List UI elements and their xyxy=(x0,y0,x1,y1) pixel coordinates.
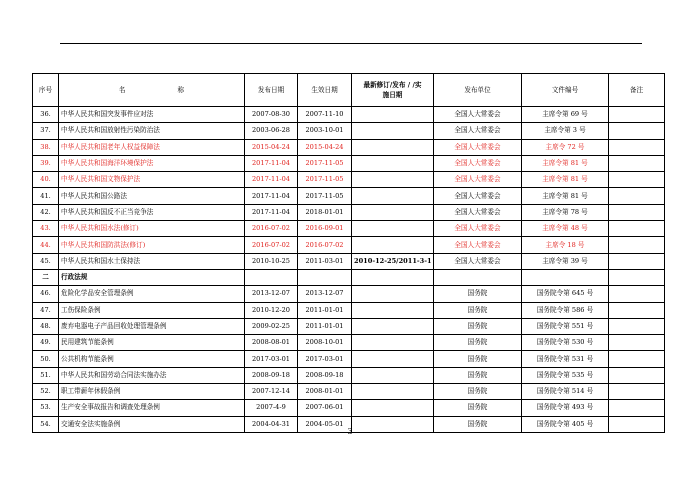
row-remark xyxy=(609,123,665,139)
header-name-a: 名 xyxy=(118,85,126,94)
row-name: 中华人民共和国文物保护法 xyxy=(59,172,245,188)
row-pub-date: 2004-04-31 xyxy=(245,416,298,432)
row-pub-date: 2009-02-25 xyxy=(245,318,298,334)
row-remark xyxy=(609,188,665,204)
row-publisher: 国务院 xyxy=(434,367,522,383)
row-eff-date: 2008-09-18 xyxy=(298,367,352,383)
table-row xyxy=(33,221,665,237)
row-remark xyxy=(609,221,665,237)
row-doc-no: 国务院令第 535 号 xyxy=(522,367,609,383)
row-eff-date: 2007-11-10 xyxy=(298,107,352,123)
row-eff-date: 2011-01-01 xyxy=(298,302,352,318)
row-remark xyxy=(609,367,665,383)
row-remark xyxy=(609,237,665,253)
section-title: 行政法规 xyxy=(59,269,245,285)
header-latest xyxy=(352,74,434,107)
row-no: 42. xyxy=(33,204,59,220)
row-name: 中华人民共和国水土保持法 xyxy=(59,253,245,269)
row-publisher: 国务院 xyxy=(434,351,522,367)
row-no: 43. xyxy=(33,221,59,237)
row-no: 49. xyxy=(33,335,59,351)
table-row xyxy=(33,286,665,302)
row-pub-date: 2016-07-02 xyxy=(245,221,298,237)
row-latest: 2010-12-25/2011-3-1 xyxy=(352,253,434,269)
table-row xyxy=(33,335,665,351)
row-name: 生产安全事故报告和调查处理条例 xyxy=(59,400,245,416)
row-pub-date: 2007-4-9 xyxy=(245,400,298,416)
row-eff-date: 2011-03-01 xyxy=(298,253,352,269)
row-latest xyxy=(352,237,434,253)
row-name: 交通安全法实施条例 xyxy=(59,416,245,432)
row-pub-date: 2008-08-01 xyxy=(245,335,298,351)
row-no: 48. xyxy=(33,318,59,334)
row-latest xyxy=(352,286,434,302)
section-empty-cell xyxy=(298,269,352,285)
row-pub-date: 2010-12-20 xyxy=(245,302,298,318)
section-empty-cell xyxy=(352,269,434,285)
row-name: 中华人民共和国老年人权益保障法 xyxy=(59,139,245,155)
row-doc-no: 国务院令第 493 号 xyxy=(522,400,609,416)
row-pub-date: 2013-12-07 xyxy=(245,286,298,302)
row-latest xyxy=(352,204,434,220)
table-row xyxy=(33,237,665,253)
row-remark xyxy=(609,172,665,188)
row-remark xyxy=(609,107,665,123)
row-name: 中华人民共和国放射性污染防治法 xyxy=(59,123,245,139)
row-eff-date: 2016-09-01 xyxy=(298,221,352,237)
row-eff-date: 2008-10-01 xyxy=(298,335,352,351)
row-no: 54. xyxy=(33,416,59,432)
row-pub-date: 2007-12-14 xyxy=(245,384,298,400)
row-eff-date: 2003-10-01 xyxy=(298,123,352,139)
row-latest xyxy=(352,139,434,155)
header-latest-line2: 施日期 xyxy=(382,91,403,99)
section-empty-cell xyxy=(609,269,665,285)
header-row xyxy=(33,74,665,107)
row-eff-date: 2017-03-01 xyxy=(298,351,352,367)
row-latest xyxy=(352,335,434,351)
row-no: 44. xyxy=(33,237,59,253)
header-pub-date: 发布日期 xyxy=(245,74,298,107)
row-publisher: 全国人大常委会 xyxy=(434,221,522,237)
row-remark xyxy=(609,335,665,351)
header-rule xyxy=(60,43,642,44)
row-remark xyxy=(609,351,665,367)
header-name xyxy=(59,74,245,107)
section-empty-cell xyxy=(245,269,298,285)
row-doc-no: 国务院令第 405 号 xyxy=(522,416,609,432)
row-pub-date: 2017-03-01 xyxy=(245,351,298,367)
row-eff-date: 2017-11-05 xyxy=(298,172,352,188)
row-name: 公共机构节能条例 xyxy=(59,351,245,367)
row-publisher: 国务院 xyxy=(434,302,522,318)
table-row xyxy=(33,318,665,334)
row-remark xyxy=(609,302,665,318)
row-doc-no: 主席令第 81 号 xyxy=(522,155,609,171)
row-no: 46. xyxy=(33,286,59,302)
row-doc-no: 主席令第 78 号 xyxy=(522,204,609,220)
row-latest xyxy=(352,400,434,416)
row-publisher: 国务院 xyxy=(434,318,522,334)
row-doc-no: 国务院令第 514 号 xyxy=(522,384,609,400)
row-name: 中华人民共和国反不正当竞争法 xyxy=(59,204,245,220)
row-publisher: 国务院 xyxy=(434,335,522,351)
row-remark xyxy=(609,384,665,400)
row-latest xyxy=(352,172,434,188)
row-name: 中华人民共和国劳动合同法实施办法 xyxy=(59,367,245,383)
row-remark xyxy=(609,253,665,269)
row-latest xyxy=(352,318,434,334)
row-name: 职工带薪年休假条例 xyxy=(59,384,245,400)
row-name: 中华人民共和国海洋环境保护法 xyxy=(59,155,245,171)
row-eff-date: 2013-12-07 xyxy=(298,286,352,302)
row-latest xyxy=(352,384,434,400)
row-publisher: 全国人大常委会 xyxy=(434,204,522,220)
row-publisher: 国务院 xyxy=(434,286,522,302)
row-remark xyxy=(609,155,665,171)
header-latest-line1: 最新修订/发布 / /实 xyxy=(363,81,422,89)
section-row xyxy=(33,269,665,285)
row-no: 51. xyxy=(33,367,59,383)
row-no: 36. xyxy=(33,107,59,123)
row-latest xyxy=(352,123,434,139)
row-remark xyxy=(609,318,665,334)
row-pub-date: 2016-07-02 xyxy=(245,237,298,253)
row-publisher: 全国人大常委会 xyxy=(434,107,522,123)
row-eff-date: 2016-07-02 xyxy=(298,237,352,253)
row-doc-no: 主席令 72 号 xyxy=(522,139,609,155)
row-name: 中华人民共和国公路法 xyxy=(59,188,245,204)
row-pub-date: 2017-11-04 xyxy=(245,188,298,204)
row-publisher: 国务院 xyxy=(434,416,522,432)
row-publisher: 全国人大常委会 xyxy=(434,123,522,139)
header-publisher: 发布单位 xyxy=(434,74,522,107)
row-remark xyxy=(609,139,665,155)
row-no: 40. xyxy=(33,172,59,188)
row-no: 45. xyxy=(33,253,59,269)
row-pub-date: 2017-11-04 xyxy=(245,204,298,220)
row-publisher: 全国人大常委会 xyxy=(434,155,522,171)
table-row xyxy=(33,367,665,383)
row-name: 中华人民共和国防洪法(修订) xyxy=(59,237,245,253)
row-no: 37. xyxy=(33,123,59,139)
table-row xyxy=(33,139,665,155)
row-doc-no: 国务院令第 531 号 xyxy=(522,351,609,367)
row-no: 47. xyxy=(33,302,59,318)
row-eff-date: 2017-11-05 xyxy=(298,155,352,171)
section-empty-cell xyxy=(522,269,609,285)
row-doc-no: 主席令第 48 号 xyxy=(522,221,609,237)
row-doc-no: 主席令第 3 号 xyxy=(522,123,609,139)
row-pub-date: 2010-10-25 xyxy=(245,253,298,269)
row-doc-no: 主席令第 81 号 xyxy=(522,172,609,188)
row-name: 中华人民共和国水法(修订) xyxy=(59,221,245,237)
table-row xyxy=(33,172,665,188)
row-eff-date: 2018-01-01 xyxy=(298,204,352,220)
table-body xyxy=(33,107,665,433)
row-doc-no: 主席令第 81 号 xyxy=(522,188,609,204)
table-row xyxy=(33,188,665,204)
row-publisher: 全国人大常委会 xyxy=(434,188,522,204)
table-row xyxy=(33,302,665,318)
row-eff-date: 2015-04-24 xyxy=(298,139,352,155)
table-row xyxy=(33,123,665,139)
table-row xyxy=(33,204,665,220)
table-row xyxy=(33,107,665,123)
row-eff-date: 2017-11-05 xyxy=(298,188,352,204)
row-eff-date: 2011-01-01 xyxy=(298,318,352,334)
row-publisher: 全国人大常委会 xyxy=(434,237,522,253)
row-publisher: 全国人大常委会 xyxy=(434,253,522,269)
row-pub-date: 2015-04-24 xyxy=(245,139,298,155)
row-pub-date: 2003-06-28 xyxy=(245,123,298,139)
row-no: 52. xyxy=(33,384,59,400)
row-doc-no: 主席令第 39 号 xyxy=(522,253,609,269)
row-name: 废弃电器电子产品回收处理管理条例 xyxy=(59,318,245,334)
row-pub-date: 2008-09-18 xyxy=(245,367,298,383)
header-name-b: 称 xyxy=(177,85,185,94)
row-latest xyxy=(352,155,434,171)
section-empty-cell xyxy=(434,269,522,285)
row-latest xyxy=(352,351,434,367)
row-eff-date: 2007-06-01 xyxy=(298,400,352,416)
row-eff-date: 2004-05-01 xyxy=(298,416,352,432)
row-no: 50. xyxy=(33,351,59,367)
row-latest xyxy=(352,221,434,237)
header-doc-no: 文件编号 xyxy=(522,74,609,107)
row-no: 38. xyxy=(33,139,59,155)
row-name: 危险化学品安全管理条例 xyxy=(59,286,245,302)
row-remark xyxy=(609,400,665,416)
row-name: 民用建筑节能条例 xyxy=(59,335,245,351)
header-eff-date: 生效日期 xyxy=(298,74,352,107)
row-publisher: 全国人大常委会 xyxy=(434,172,522,188)
row-pub-date: 2017-11-04 xyxy=(245,172,298,188)
header-remark: 备注 xyxy=(609,74,665,107)
row-doc-no: 国务院令第 551 号 xyxy=(522,318,609,334)
row-doc-no: 主席令第 69 号 xyxy=(522,107,609,123)
row-doc-no: 国务院令第 530 号 xyxy=(522,335,609,351)
row-latest xyxy=(352,302,434,318)
row-no: 39. xyxy=(33,155,59,171)
table-row xyxy=(33,384,665,400)
row-doc-no: 国务院令第 645 号 xyxy=(522,286,609,302)
row-no: 53. xyxy=(33,400,59,416)
row-name: 工伤保险条例 xyxy=(59,302,245,318)
row-name: 中华人民共和国突发事件应对法 xyxy=(59,107,245,123)
row-latest xyxy=(352,367,434,383)
row-latest xyxy=(352,188,434,204)
table-row xyxy=(33,253,665,269)
section-no: 二 xyxy=(33,269,59,285)
row-remark xyxy=(609,286,665,302)
header-no: 序号 xyxy=(33,74,59,107)
table-row xyxy=(33,155,665,171)
row-latest xyxy=(352,107,434,123)
row-publisher: 全国人大常委会 xyxy=(434,139,522,155)
table-row xyxy=(33,400,665,416)
regulations-table xyxy=(32,73,665,433)
table-row xyxy=(33,351,665,367)
row-publisher: 国务院 xyxy=(434,384,522,400)
row-remark xyxy=(609,204,665,220)
row-no: 41. xyxy=(33,188,59,204)
page-number: 3 xyxy=(347,427,353,436)
row-pub-date: 2007-08-30 xyxy=(245,107,298,123)
row-publisher: 国务院 xyxy=(434,400,522,416)
row-doc-no: 主席令 18 号 xyxy=(522,237,609,253)
row-doc-no: 国务院令第 586 号 xyxy=(522,302,609,318)
row-eff-date: 2008-01-01 xyxy=(298,384,352,400)
row-pub-date: 2017-11-04 xyxy=(245,155,298,171)
